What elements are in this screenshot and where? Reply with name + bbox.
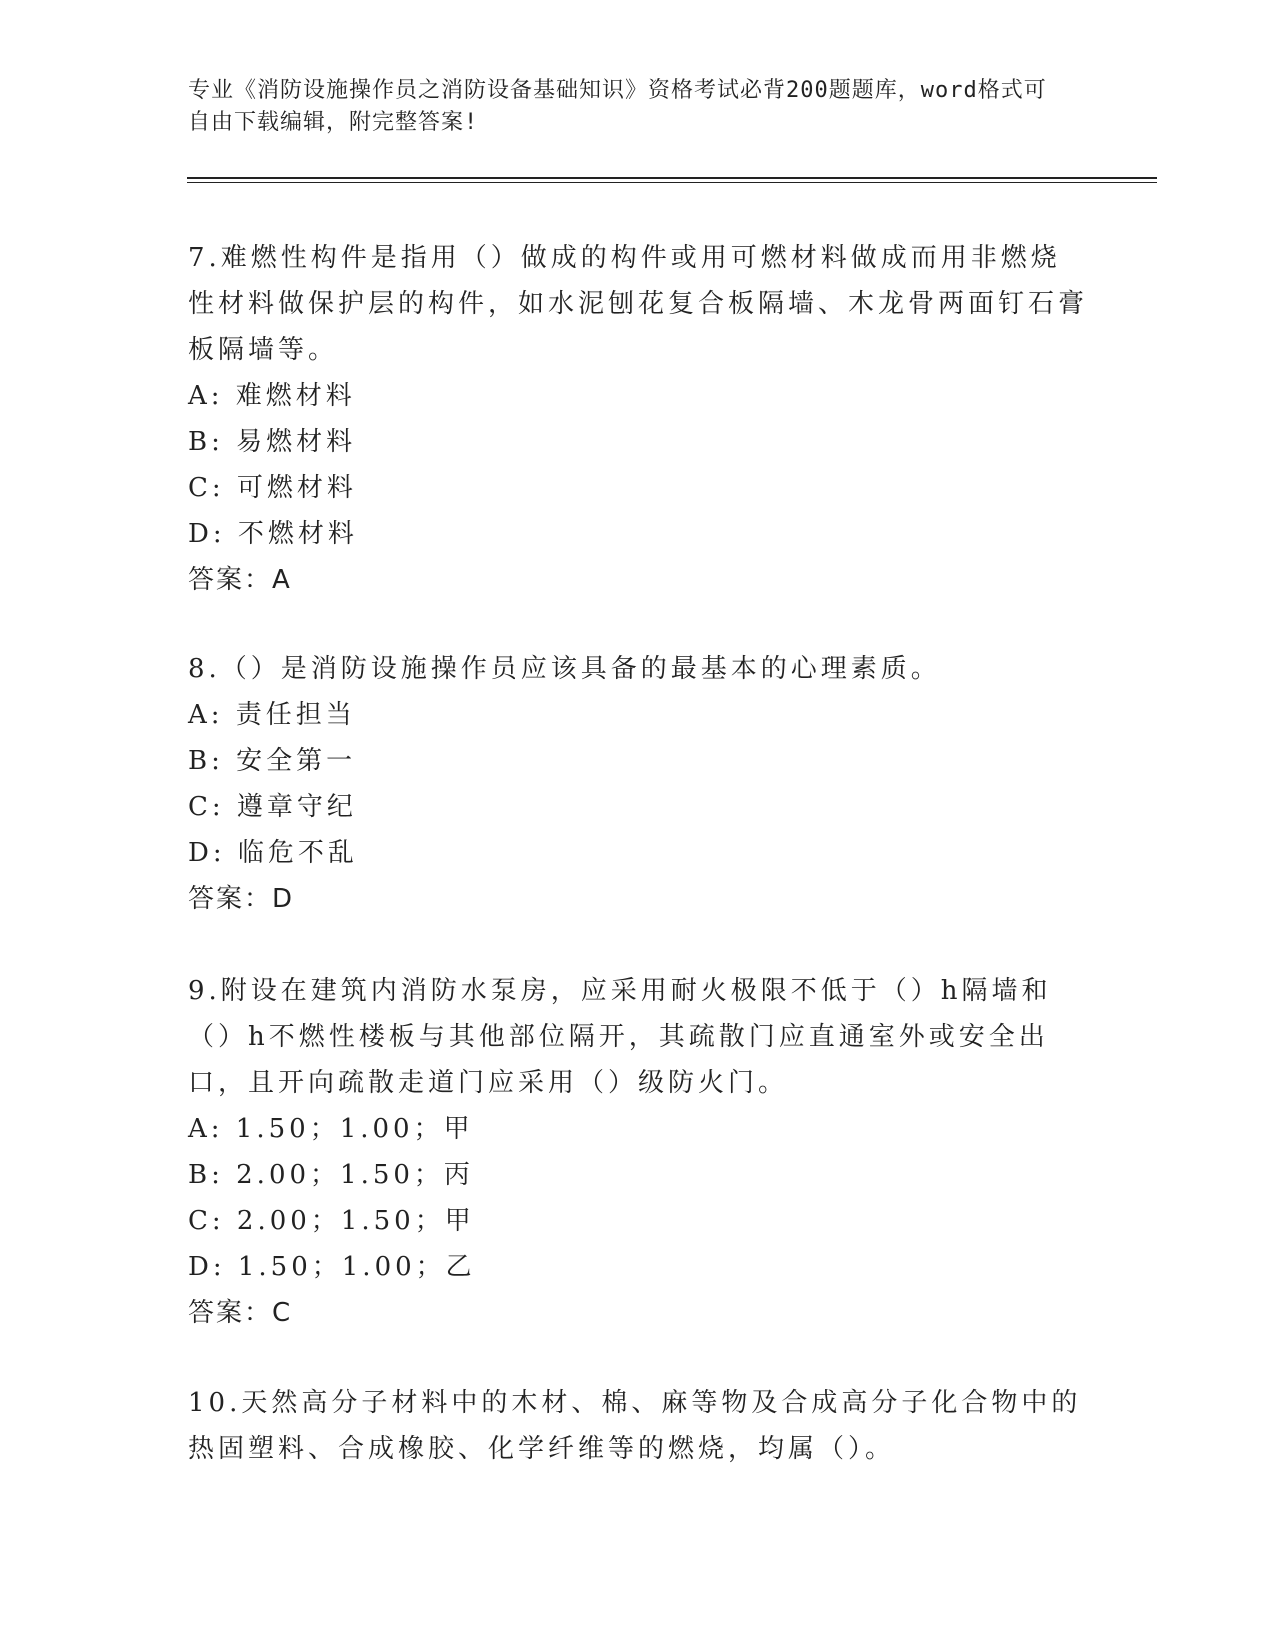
question-stem: 8.（）是消防设施操作员应该具备的最基本的心理素质。: [188, 654, 941, 684]
option-c: C: 可燃材料: [188, 473, 357, 503]
question-8: [188, 646, 1088, 922]
question-stem: 9.附设在建筑内消防水泵房，应采用耐火极限不低于（）h隔墙和（）h不燃性楼板与其他部位隔开，其疏散门应直通室外或安全出口，且开向疏散走道门应采用（）级防火门。: [188, 976, 1052, 1098]
answer: 答案：A: [188, 565, 292, 595]
option-d: D: 不燃材料: [188, 519, 358, 549]
option-b: B: 易燃材料: [188, 427, 357, 457]
document-intro: 专业《消防设施操作员之消防设备基础知识》资格考试必背200题题库，word格式可自由下载编辑，附完整答案!: [188, 78, 1047, 135]
header-divider-bottom: [187, 182, 1157, 183]
option-b: B: 2.00；1.50；丙: [188, 1160, 474, 1190]
answer: 答案：C: [188, 1298, 293, 1328]
question-stem: 10.天然高分子材料中的木材、棉、麻等物及合成高分子化合物中的热固塑料、合成橡胶、化学纤维等的燃烧，均属（）。: [188, 1388, 1082, 1464]
question-9: [188, 968, 1088, 1336]
option-a: A: 1.50；1.00；甲: [188, 1114, 474, 1144]
option-c: C: 遵章守纪: [188, 792, 357, 822]
option-d: D: 1.50；1.00；乙: [188, 1252, 476, 1282]
option-c: C: 2.00；1.50；甲: [188, 1206, 475, 1236]
header-divider-top: [187, 177, 1157, 179]
option-d: D: 临危不乱: [188, 838, 358, 868]
answer: 答案：D: [188, 884, 295, 914]
question-7: [188, 235, 1088, 603]
option-a: A: 难燃材料: [188, 381, 356, 411]
option-b: B: 安全第一: [188, 746, 357, 776]
question-stem: 7.难燃性构件是指用（）做成的构件或用可燃材料做成而用非燃烧性材料做保护层的构件，如水泥刨花复合板隔墙、木龙骨两面钉石膏板隔墙等。: [188, 243, 1089, 365]
question-10: [188, 1380, 1088, 1472]
option-a: A: 责任担当: [188, 700, 356, 730]
